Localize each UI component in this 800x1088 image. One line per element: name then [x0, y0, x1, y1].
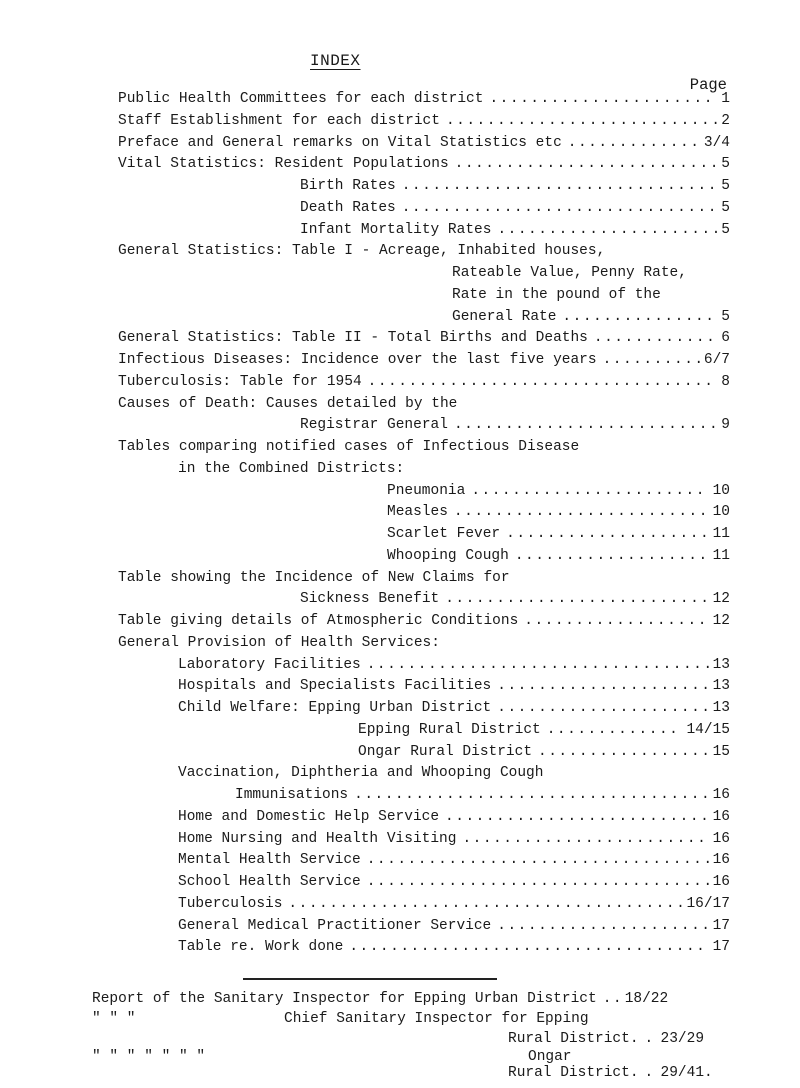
toc-entry: Sickness Benefit ..... 12: [300, 590, 730, 609]
report-entry: Rural District. ..... 23/29: [508, 1030, 756, 1049]
ditto-marks: " " ": [92, 1011, 136, 1027]
toc-entry: Child Welfare: Epping Urban District ..... 13: [178, 699, 730, 718]
toc-entry: Hospitals and Specialists Facilities ..... 13: [178, 677, 730, 696]
toc-entry: Table re. Work done ..... 17: [178, 938, 730, 957]
toc-entry: Public Health Committees for each district ..... 1: [118, 90, 730, 109]
toc-entry: Immunisations ..... 16: [235, 786, 730, 805]
toc-entry: General Statistics: Table I - Acreage, Inhabited houses,: [118, 243, 606, 260]
toc-entry: Tuberculosis ..... 16/17: [178, 895, 730, 914]
toc-entry: Birth Rates ..... 5: [300, 177, 730, 196]
toc-entry: Registrar General ..... 9: [300, 416, 730, 435]
toc-entry: Vaccination, Diphtheria and Whooping Cough: [178, 765, 544, 782]
toc-entry-continued: in the Combined Districts:: [178, 460, 405, 477]
toc-entry: General Statistics: Table II - Total Births and Deaths ..... 6: [118, 329, 730, 348]
toc-entry: Home Nursing and Health Visiting ..... 16: [178, 830, 730, 849]
toc-entry: Tables comparing notified cases of Infectious Disease: [118, 439, 580, 455]
index-title: INDEX: [310, 52, 361, 70]
toc-entry: Laboratory Facilities ..... 13: [178, 656, 730, 675]
toc-entry: General Rate ..... 5: [452, 308, 730, 327]
report-entry: Rural District. ..... 29/41.: [508, 1064, 756, 1083]
toc-entry: Preface and General remarks on Vital Statistics etc ..... 3/4: [118, 134, 730, 153]
toc-entry: Whooping Cough ..... 11: [387, 547, 730, 566]
report-entry: Report of the Sanitary Inspector for Epping Urban District ..... 18/22: [92, 990, 756, 1009]
toc-entry: Tuberculosis: Table for 1954 ..... 8: [118, 373, 730, 392]
toc-entry: Pneumonia ..... 10: [387, 482, 730, 501]
toc-entry: Table showing the Incidence of New Claims for: [118, 569, 510, 586]
page-column-header: Page: [689, 76, 727, 94]
separator-line: [243, 978, 497, 980]
report-entry-line: Ongar: [528, 1049, 572, 1065]
toc-entry: Causes of Death: Causes detailed by the: [118, 395, 458, 412]
toc-entry: Staff Establishment for each district ..... 2: [118, 112, 730, 131]
report-entry-line: Chief Sanitary Inspector for Epping: [284, 1011, 589, 1027]
toc-entry: General Provision of Health Services:: [118, 634, 440, 651]
toc-entry: Scarlet Fever ..... 11: [387, 525, 730, 544]
toc-entry: Mental Health Service ..... 16: [178, 851, 730, 870]
toc-entry: General Medical Practitioner Service ..... 17: [178, 917, 730, 936]
toc-entry-continued: Rate in the pound of the: [452, 286, 661, 303]
toc-entry: Home and Domestic Help Service ..... 16: [178, 808, 730, 827]
toc-entry: School Health Service ..... 16: [178, 873, 730, 892]
toc-entry: Ongar Rural District ..... 15: [358, 743, 730, 762]
ditto-marks: " " " " " " ": [92, 1049, 206, 1065]
toc-entry: Vital Statistics: Resident Populations ..... 5: [118, 155, 730, 174]
toc-entry: Measles ..... 10: [387, 503, 730, 522]
toc-entry: Epping Rural District ..... 14/15: [358, 721, 730, 740]
toc-entry: Infectious Diseases: Incidence over the last five years ..... 6/7: [118, 351, 730, 370]
toc-entry-continued: Rateable Value, Penny Rate,: [452, 265, 687, 281]
toc-entry: Infant Mortality Rates ..... 5: [300, 221, 730, 240]
toc-entry: Death Rates ..... 5: [300, 199, 730, 218]
toc-entry: Table giving details of Atmospheric Conditions ..... 12: [118, 612, 730, 631]
